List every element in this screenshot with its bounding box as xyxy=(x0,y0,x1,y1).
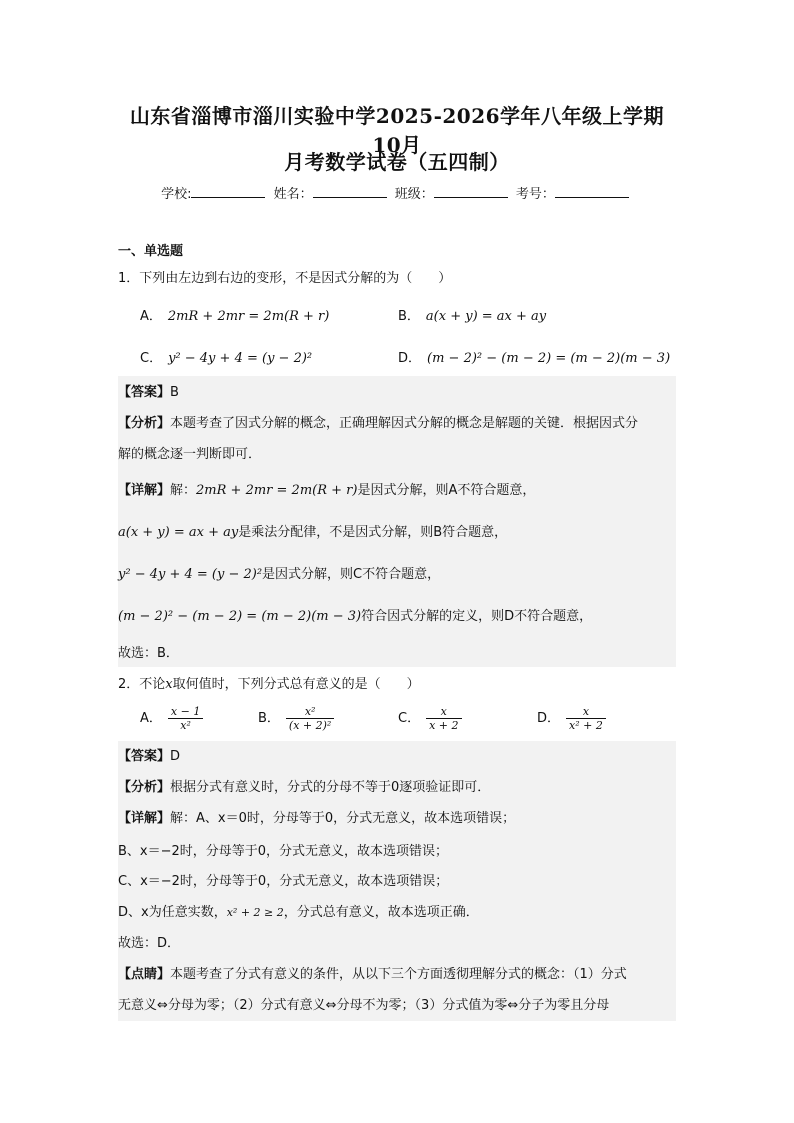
page-title-line2: 月考数学试卷（五四制） xyxy=(284,150,510,174)
q1-detail-line2: a(x + y) = ax + ay是乘法分配律，不是因式分解，则B符合题意， xyxy=(118,525,508,540)
q2-detail-line2: B、x＝−2时，分母等于0，分式无意义，故本选项错误； xyxy=(118,844,449,859)
q1-option-c: C． y² − 4y + 4 = (y − 2)² xyxy=(140,351,313,366)
q1-option-a: A． 2mR + 2mr = 2m(R + r) xyxy=(140,309,330,324)
q1-choose: 故选：B． xyxy=(118,646,179,661)
q1-detail-line4: (m − 2)² − (m − 2) = (m − 2)(m − 3)符合因式分解的定义，则D不符合题意， xyxy=(118,609,593,624)
school-label: 学校: xyxy=(161,187,192,202)
section-heading: 一、单选题 xyxy=(118,244,184,259)
q2-analysis: 【分析】根据分式有意义时，分式的分母不等于0逐项验证即可． xyxy=(118,780,491,795)
q2-detail-line4: D、x为任意实数，x² + 2 ≥ 2，分式总有意义，故本选项正确． xyxy=(118,905,479,920)
page-title-line1: 山东省淄博市淄川实验中学2025-2026学年八年级上学期10月 xyxy=(129,104,665,157)
q2-comment-line2: 无意义⇔分母为零；（2）分式有意义⇔分母不为零；（3）分式值为零⇔分子为零且分母 xyxy=(118,998,610,1013)
q2-detail-line3: C、x＝−2时，分母等于0，分式无意义，故本选项错误； xyxy=(118,874,449,889)
number-field[interactable] xyxy=(555,185,629,198)
q2-option-a: A． $\frac{x - 1}{\text{x²}}$ xyxy=(140,705,203,732)
q2-answer: 【答案】D xyxy=(118,749,181,764)
q2-choose: 故选：D． xyxy=(118,936,181,951)
student-info-row xyxy=(118,183,676,202)
q2-comment-line1: 【点睛】本题考查了分式有意义的条件，从以下三个方面透彻理解分式的概念：（1）分式 xyxy=(118,967,627,982)
school-field[interactable] xyxy=(191,185,265,198)
q1-option-d: D． (m − 2)² − (m − 2) = (m − 2)(m − 3) xyxy=(398,351,671,366)
q2-stem: 2．不论x取何值时，下列分式总有意义的是（ ） xyxy=(118,677,420,692)
class-field[interactable] xyxy=(434,185,508,198)
q1-option-b: B． a(x + y) = ax + ay xyxy=(398,309,547,324)
q2-option-d: D． $\frac{x}{\text{x² + 2}}$ xyxy=(537,705,606,732)
class-label: 班级： xyxy=(394,187,434,202)
q1-detail-line3: y² − 4y + 4 = (y − 2)²是因式分解，则C不符合题意， xyxy=(118,567,441,582)
q1-detail-line1: 【详解】解：2mR + 2mr = 2m(R + r)是因式分解，则A不符合题意， xyxy=(118,483,536,498)
q1-stem: 1．下列由左边到右边的变形，不是因式分解的为（ ） xyxy=(118,271,452,286)
name-field[interactable] xyxy=(313,185,387,198)
q1-answer: 【答案】B xyxy=(118,385,179,400)
q1-analysis-line2: 解的概念逐一判断即可． xyxy=(118,447,262,462)
q2-option-c: C． $\frac{x}{x + 2}$ xyxy=(398,705,462,732)
q1-analysis-line1: 【分析】本题考查了因式分解的概念，正确理解因式分解的概念是解题的关键．根据因式分 xyxy=(118,416,639,431)
q2-detail-line1: 【详解】解：A、x＝0时，分母等于0，分式无意义，故本选项错误； xyxy=(118,811,516,826)
name-label: 姓名： xyxy=(273,187,313,202)
q2-option-b: B． $\frac{\text{x²}}{\text{(x + 2)²}}$ xyxy=(258,705,334,732)
number-label: 考号： xyxy=(515,187,555,202)
